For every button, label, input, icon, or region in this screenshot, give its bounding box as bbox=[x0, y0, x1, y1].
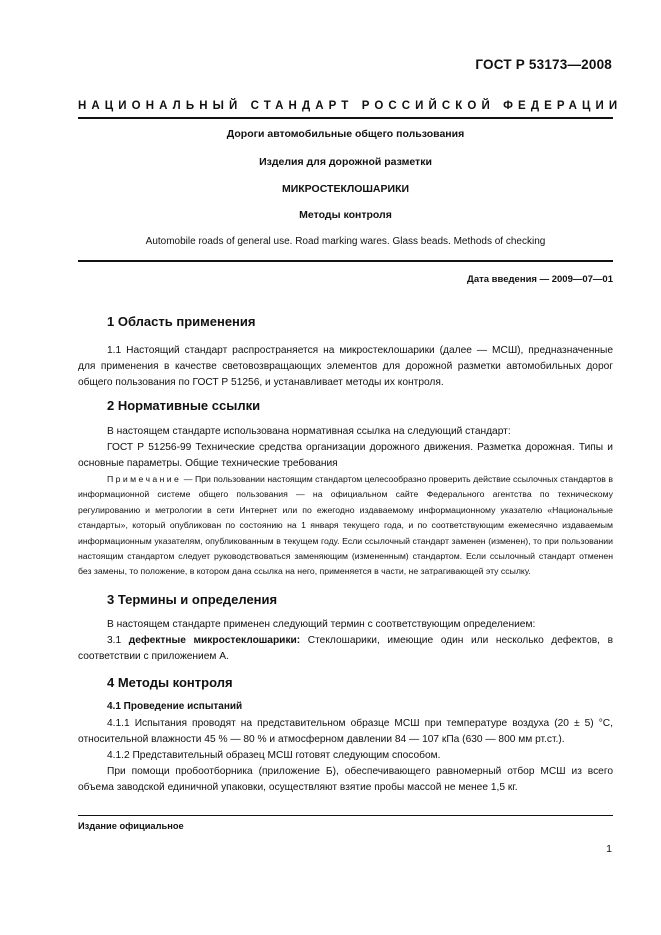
title-line-2: Изделия для дорожной разметки bbox=[259, 156, 432, 168]
footer-rule bbox=[78, 815, 613, 816]
page-number: 1 bbox=[606, 843, 612, 855]
paragraph-4-1-1: 4.1.1 Испытания проводят на представительном образце МСШ при температуре воздуха (20 ± 5) °С, относительной влажности 45 % — 80 % и атмосферном давлении 84 — 107 кПа (630 — 800 мм рт.ст.). bbox=[78, 718, 613, 745]
section-3-body bbox=[78, 617, 613, 665]
section-4-body bbox=[78, 716, 613, 796]
paragraph-1-1: 1.1 Настоящий стандарт распространяется на микростеклошарики (далее — МСШ), предназначенные для применения в качестве световозвращающих элементов для дорожной разметки автомобильных дорог общего пользования по ГОСТ Р 51256, и устанавливает методы их контроля. bbox=[78, 345, 613, 388]
section-2-heading: 2 Нормативные ссылки bbox=[107, 398, 261, 413]
title-rule bbox=[78, 260, 613, 262]
section-3-heading: 3 Термины и определения bbox=[107, 592, 278, 607]
term-definition: Стеклошарики, имеющие один или несколько дефектов, в соответствии с приложением А. bbox=[78, 635, 613, 662]
title-line-1: Дороги автомобильные общего пользования bbox=[226, 128, 465, 140]
national-standard-title: НАЦИОНАЛЬНЫЙ СТАНДАРТ РОССИЙСКОЙ ФЕДЕРАЦИИ bbox=[78, 100, 623, 112]
standard-code: ГОСТ Р 53173—2008 bbox=[475, 57, 612, 72]
subsection-4-1-heading: 4.1 Проведение испытаний bbox=[107, 701, 243, 712]
term-number: 3.1 bbox=[107, 635, 129, 646]
note-text: — При пользовании настоящим стандартом целесообразно проверить действие ссылочных стандартов в информационной системе общего пользования — на официальном сайте Федерального агентства по техническому регулированию и метрологии в сети Интернет или по ежегодно издаваемому информационному указателю «Национальные стандарты», который опубликован по состоянию на 1 января текущего года, и по соответствующим ежемесячно издаваемым информационным указателям, опубликованным в текущем году. Если ссылочный стандарт заменен (изменен), то при пользовании настоящим стандартом следует руководствоваться заменяющим (измененным) стандартом. Если ссылочный стандарт отменен без замены, то положение, в котором дана ссылка на него, применяется в части, не затрагивающей эту ссылку. bbox=[78, 474, 613, 577]
section-1-body bbox=[78, 343, 613, 391]
paragraph-3-intro: В настоящем стандарте применен следующий термин с соответствующим определением: bbox=[107, 619, 536, 630]
official-edition-label: Издание официальное bbox=[78, 821, 184, 831]
header-rule bbox=[78, 117, 613, 119]
term-name: дефектные микростеклошарики: bbox=[128, 635, 301, 646]
paragraph-3-1 bbox=[78, 633, 613, 665]
paragraph-2-reference: ГОСТ Р 51256-99 Технические средства организации дорожного движения. Разметка дорожная. Типы и основные параметры. Общие технические требования bbox=[78, 442, 613, 469]
english-title: Automobile roads of general use. Road marking wares. Glass beads. Methods of checking bbox=[145, 236, 546, 247]
paragraph-2-intro: В настоящем стандарте использована нормативная ссылка на следующий стандарт: bbox=[107, 426, 511, 437]
title-line-4: Методы контроля bbox=[299, 209, 392, 221]
section-2-note bbox=[78, 472, 613, 580]
paragraph-4-1-2-cont: При помощи пробоотборника (приложение Б), обеспечивающего равномерный отбор МСШ из всего объема заводской единичной упаковки, осуществляют взятие пробы массой не менее 1,5 кг. bbox=[78, 766, 613, 793]
note-label: Примечание bbox=[107, 474, 182, 484]
section-4-heading: 4 Методы контроля bbox=[107, 675, 233, 690]
title-line-3: МИКРОСТЕКЛОШАРИКИ bbox=[281, 183, 410, 195]
section-2-body bbox=[78, 424, 613, 472]
intro-date: Дата введения — 2009—07—01 bbox=[467, 274, 613, 285]
paragraph-4-1-2: 4.1.2 Представительный образец МСШ готовят следующим способом. bbox=[107, 750, 441, 761]
section-1-heading: 1 Область применения bbox=[107, 314, 256, 329]
